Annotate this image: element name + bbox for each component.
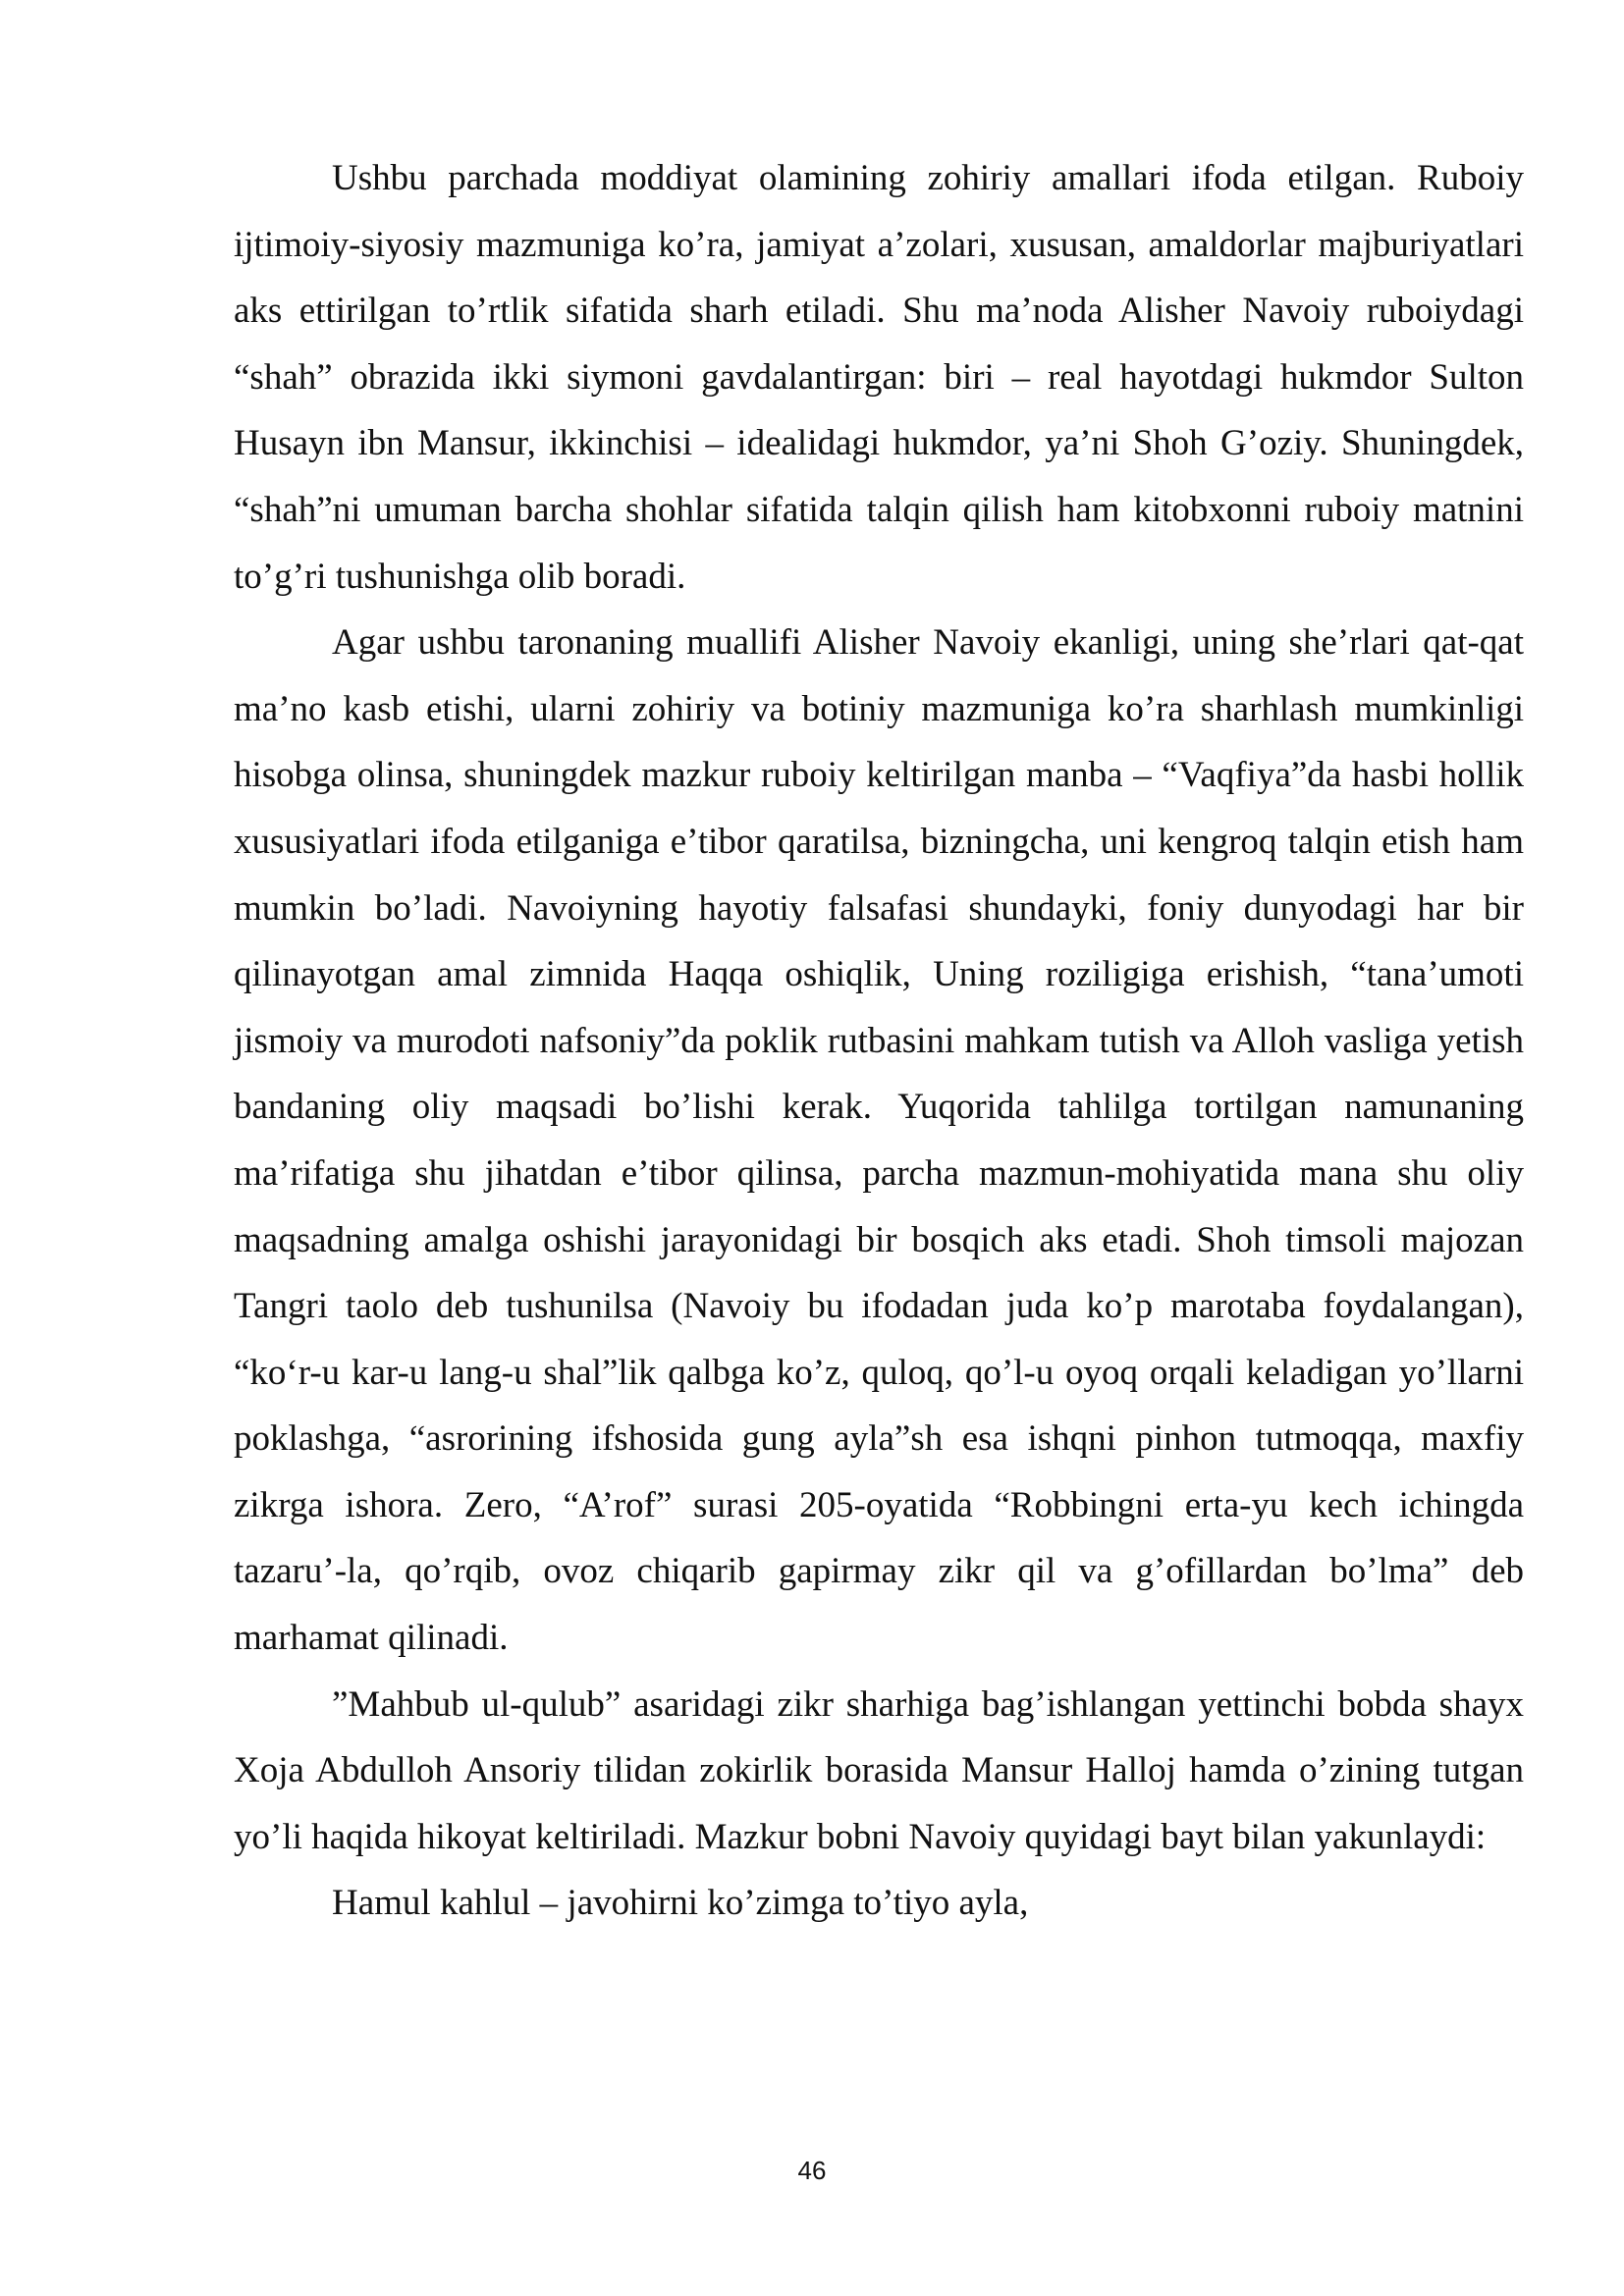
paragraph-2: Agar ushbu taronaning muallifi Alisher Navoiy ekanligi, uning she’rlari qat-qat ma’no kasb etishi, ularni zohiriy va botiniy mazmuniga ko’ra sharhlash mumkinligi hisobga olinsa, shuningdek mazkur ruboiy keltirilgan manba – “Vaqfiya”da hasbi hollik xususiyatlari ifoda etilganiga e’tibor qaratilsa, bizningcha, uni kengroq talqin etish ham mumkin bo’ladi. Navoiyning hayotiy falsafasi shundayki, foniy dunyodagi har bir qilinayotgan amal zimnida Haqqa oshiqlik, Uning roziligiga erishish, “tana’umoti jismoiy va murodoti nafsoniy”da poklik rutbasini mahkam tutish va Alloh vasliga yetish bandaning oliy maqsadi bo’lishi kerak. Yuqorida tahlilga tortilgan namunaning ma’rifatiga shu jihatdan e’tibor qilinsa, parcha mazmun-mohiyatida mana shu oliy maqsadning amalga oshishi jarayonidagi bir bosqich aks etadi. Shoh timsoli majozan Tangri taolo deb tushunilsa (Navoiy bu ifodadan juda ko’p marotaba foydalangan), “ko‘r-u kar-u lang-u shal”lik qalbga ko’z, quloq, qo’l-u oyoq orqali keladigan yo’llarni poklashga, “asrorining ifshosida gung ayla”sh esa ishqni pinhon tutmoqqa, maxfiy zikrga ishora. Zero, “A’rof” surasi 205-oyatida “Robbingni erta-yu kech ichingda tazaru’-la, qo’rqib, ovoz chiqarib gapirmay zikr qil va g’ofillardan bo’lma” deb marhamat qilinadi. (234, 622, 1524, 1659)
document-page (234, 145, 1524, 1937)
verse-line: Hamul kahlul – javohirni ko’zimga to’tiyo ayla, (332, 1883, 1029, 1924)
page-number: 46 (797, 2156, 827, 2185)
paragraph-3: ”Mahbub ul-qulub” asaridagi zikr sharhiga bag’ishlangan yettinchi bobda shayx Xoja Abdulloh Ansoriy tilidan zokirlik borasida Mansur Halloj hamda o’zining tutgan yo’li haqida hikoyat keltiriladi. Mazkur bobni Navoiy quyidagi bayt bilan yakunlaydi: (234, 1683, 1524, 1857)
paragraph-1: Ushbu parchada moddiyat olamining zohiriy amallari ifoda etilgan. Ruboiy ijtimoiy-siyosiy mazmuniga ko’ra, jamiyat a’zolari, xususan, amaldorlar majburiyatlari aks ettirilgan to’rtlik sifatida sharh etiladi. Shu ma’noda Alisher Navoiy ruboiydagi “shah” obrazida ikki siymoni gavdalantirgan: biri – real hayotdagi hukmdor Sulton Husayn ibn Mansur, ikkinchisi – idealidagi hukmdor, ya’ni Shoh G’oziy. Shuningdek, “shah”ni umuman barcha shohlar sifatida talqin qilish ham kitobxonni ruboiy matnini to’g’ri tushunishga olib boradi. (234, 158, 1524, 597)
